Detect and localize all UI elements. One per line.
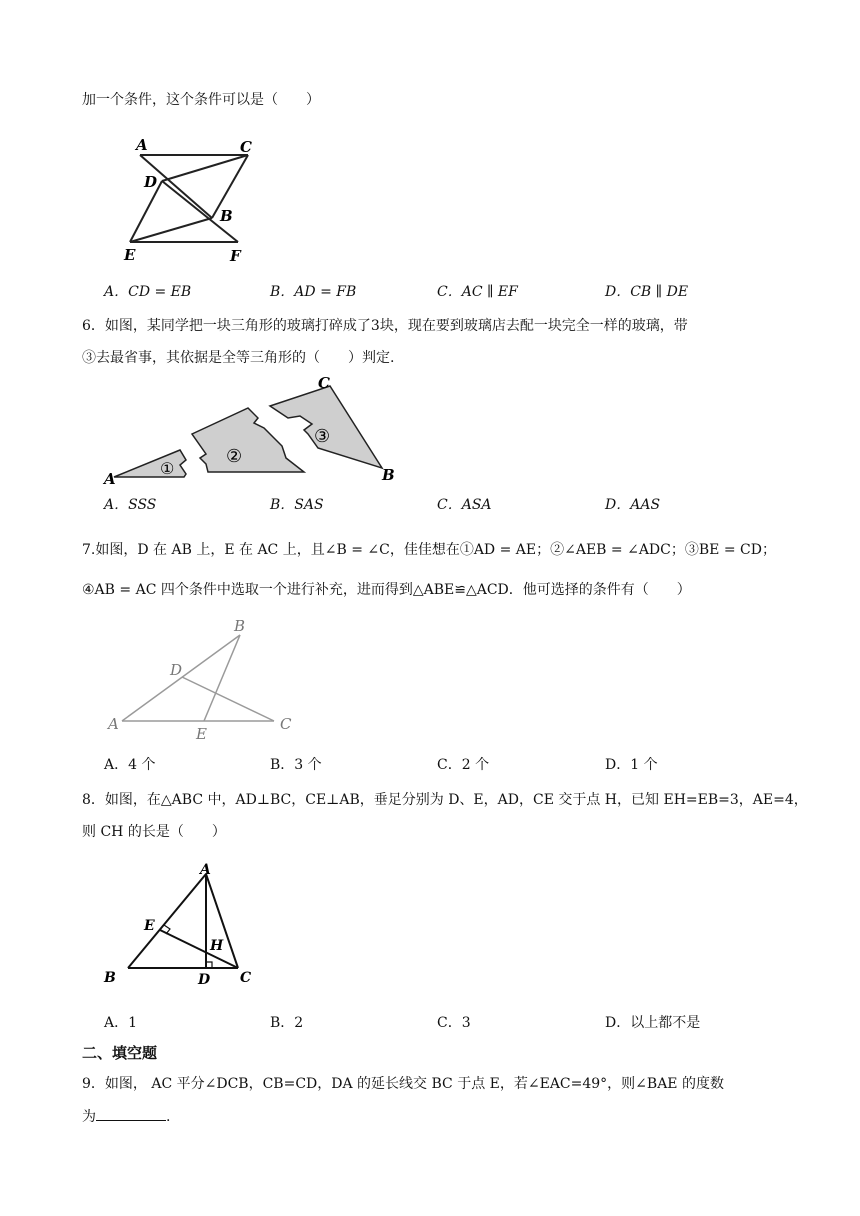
- q8-label-b: B: [104, 970, 116, 986]
- q6-option-d[interactable]: D．AAS: [605, 497, 661, 513]
- q5-figure: [110, 130, 270, 265]
- q6-label-b: B: [382, 466, 395, 484]
- q6-piece-1-label: ①: [160, 459, 175, 478]
- q8-figure: [100, 858, 270, 993]
- q7-line-1: 7.如图，D 在 AB 上，E 在 AC 上，且∠B = ∠C，佳佳想在①AD = AE；②∠AEB = ∠ADC；③BE = CD；: [82, 542, 776, 558]
- q5-label-c: C: [240, 138, 252, 156]
- q6-line-2: ③去最省事，其依据是全等三角形的（ ）判定.: [82, 350, 395, 366]
- q8-label-e: E: [144, 918, 155, 934]
- q7-option-a[interactable]: A．4 个: [104, 757, 156, 773]
- q5-label-f: F: [230, 247, 241, 265]
- q6-label-a: A: [104, 470, 116, 488]
- q7-option-c[interactable]: C．2 个: [437, 757, 490, 773]
- q6-option-a[interactable]: A．SSS: [104, 497, 157, 513]
- q9-line-2-suffix: .: [166, 1109, 171, 1125]
- q7-label-a: A: [108, 715, 119, 733]
- q5-option-b[interactable]: B．AD = FB: [270, 284, 357, 300]
- q5-label-b: B: [220, 207, 233, 225]
- q7-option-d[interactable]: D．1 个: [605, 757, 658, 773]
- q8-line-1: 8．如图，在△ABC 中，AD⊥BC，CE⊥AB，垂足分别为 D、E，AD，CE 交于点 H，已知 EH=EB=3，AE=4，: [82, 792, 808, 808]
- q5-stem-tail: 加一个条件，这个条件可以是（ ）: [82, 92, 320, 108]
- q8-option-b[interactable]: B．2: [270, 1015, 304, 1031]
- q5-option-d[interactable]: D．CB ∥ DE: [605, 284, 689, 300]
- q8-label-d: D: [198, 972, 211, 988]
- q8-label-h: H: [210, 938, 224, 954]
- q8-option-d[interactable]: D．以上都不是: [605, 1015, 701, 1031]
- q6-line-1: 6．如图，某同学把一块三角形的玻璃打碎成了3块，现在要到玻璃店去配一块完全一样的玻璃，带: [82, 318, 688, 334]
- q7-option-b[interactable]: B．3 个: [270, 757, 322, 773]
- q7-figure: [100, 615, 310, 745]
- q8-line-2: 则 CH 的长是（ ）: [82, 824, 226, 840]
- q5-label-d: D: [144, 173, 158, 191]
- q9-line-2-prefix: 为: [82, 1109, 96, 1125]
- q7-label-b: B: [234, 617, 246, 635]
- q8-label-c: C: [240, 970, 252, 986]
- q7-line-2: ④AB = AC 四个条件中选取一个进行补充，进而得到△ABE≌△ACD．他可选择的条件有（ ）: [82, 582, 691, 598]
- q7-label-e: E: [196, 725, 207, 743]
- q5-option-c[interactable]: C．AC ∥ EF: [437, 284, 518, 300]
- q8-label-a: A: [200, 862, 211, 878]
- q6-piece-2-label: ②: [226, 446, 243, 467]
- q5-label-e: E: [124, 246, 136, 264]
- q6-figure: [100, 376, 400, 488]
- q5-option-a[interactable]: A．CD = EB: [104, 284, 192, 300]
- q6-piece-3-label: ③: [314, 426, 331, 447]
- q9-answer-blank[interactable]: [96, 1106, 166, 1121]
- q9-line-2: [82, 1106, 170, 1127]
- section-heading: 二、填空题: [82, 1044, 158, 1062]
- q6-option-b[interactable]: B．SAS: [270, 497, 324, 513]
- q6-option-c[interactable]: C．ASA: [437, 497, 492, 513]
- q8-option-a[interactable]: A．1: [104, 1015, 138, 1031]
- q5-label-a: A: [136, 136, 148, 154]
- q9-line-1: 9．如图， AC 平分∠DCB，CB=CD，DA 的延长线交 BC 于点 E，若∠EAC=49°，则∠BAE 的度数: [82, 1076, 724, 1092]
- q7-label-d: D: [170, 661, 183, 679]
- q7-label-c: C: [280, 715, 292, 733]
- q8-option-c[interactable]: C．3: [437, 1015, 471, 1031]
- q6-label-c: C: [318, 376, 330, 392]
